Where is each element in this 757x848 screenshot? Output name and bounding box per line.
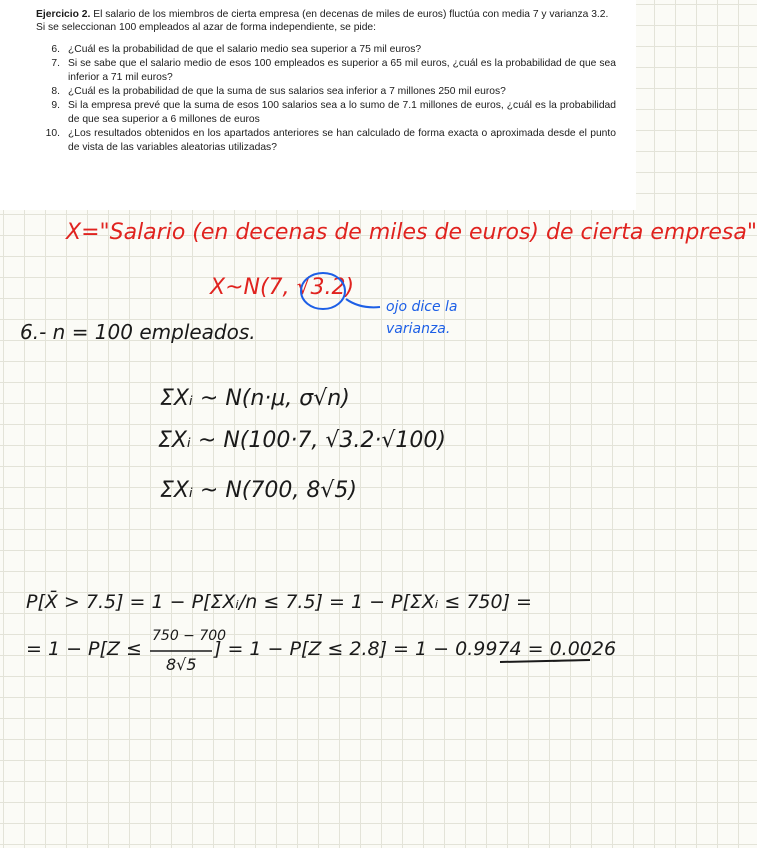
question-number: 7. <box>51 58 60 70</box>
question-number: 6. <box>51 43 60 55</box>
question-text: ¿Cuál es la probabilidad de que el salario medio sea superior a 75 mil euros? <box>68 43 422 55</box>
probability-line-2-lead: = 1 − P[Z ≤ <box>26 638 142 660</box>
question-number: 10. <box>45 128 60 140</box>
question-text: ¿Los resultados obtenidos en los apartados anteriores se han calculado de forma exacta o aproximada desde el punto de vista de las variables aleatorias utilizadas? <box>68 128 616 153</box>
probability-line-2-tail: ] = 1 − P[Z ≤ 2.8] = 1 − 0.9974 = 0.0026 <box>214 638 617 660</box>
annotation-arrow <box>346 299 380 307</box>
sum-distribution-general: ΣXᵢ ~ N(n·μ, σ√n) <box>160 386 350 411</box>
exercise-heading: Ejercicio 2. <box>36 9 91 20</box>
question-text: Si se sabe que el salario medio de esos 100 empleados es superior a 65 mil euros, ¿cuál es la probabilidad de que sea inferior a 71 mil euros? <box>68 58 616 83</box>
question-text: Si la empresa prevé que la suma de esos 100 salarios sea a lo sumo de 7.1 millones de euros, ¿cuál es la probabilidad de que sea superior a 6 millones de euros <box>68 100 616 125</box>
question-number: 9. <box>51 100 60 112</box>
question-text: ¿Cuál es la probabilidad de que la suma de sus salarios sea inferior a 7 millones 250 mil euros? <box>68 86 506 98</box>
variance-note: ojo dice la varianza. <box>386 299 458 337</box>
fraction-denominator: 8√5 <box>166 655 197 674</box>
exercise-intro-text: El salario de los miembros de cierta empresa (en decenas de miles de euros) fluctúa con media 7 y varianza 3.2. Si se seleccionan 100 empleados al azar de forma independiente, se pide: <box>36 9 609 34</box>
sum-distribution-result: ΣXᵢ ~ N(700, 8√5) <box>160 478 357 503</box>
variance-circle <box>301 273 345 309</box>
answer-underline <box>500 660 590 662</box>
probability-line-1: P[X̄ > 7.5] = 1 − P[ΣXᵢ/n ≤ 7.5] = 1 − P[ΣXᵢ ≤ 750] = <box>26 591 532 613</box>
question-number: 8. <box>51 86 60 98</box>
fraction-numerator: 750 − 700 <box>152 628 227 644</box>
variable-definition: X="Salario (en decenas de miles de euros) de cierta empresa" <box>66 220 757 245</box>
part-six-label: 6.- n = 100 empleados. <box>20 320 256 344</box>
distribution-of-x: X~N(7, √3.2) <box>210 275 355 300</box>
sum-distribution-numeric: ΣXᵢ ~ N(100·7, √3.2·√100) <box>158 428 446 453</box>
